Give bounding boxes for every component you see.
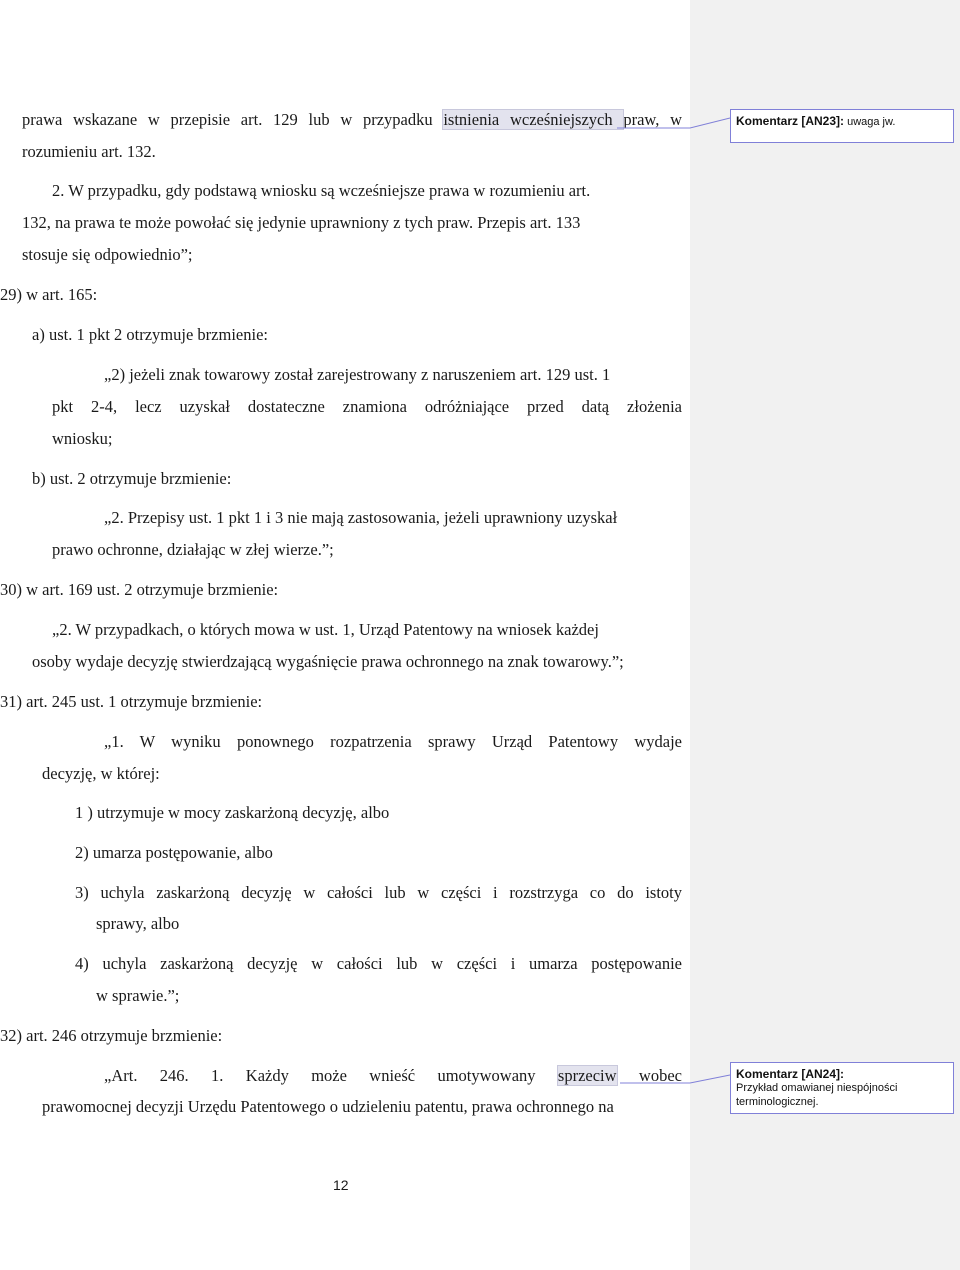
comment-title: Komentarz [AN24]: — [736, 1067, 845, 1081]
text-line: prawo ochronne, działając w złej wierze.”; — [52, 540, 334, 559]
text-line: „2. Przepisy ust. 1 pkt 1 i 3 nie mają zastosowania, jeżeli uprawniony uzyskał — [104, 508, 618, 527]
text-line: 132, na prawa te może powołać się jedynie uprawniony z tych praw. Przepis art. 133 — [22, 213, 581, 232]
text-line: 32) art. 246 otrzymuje brzmienie: — [0, 1026, 223, 1045]
page-number: 12 — [333, 1177, 349, 1193]
text-line: sprawy, albo — [96, 914, 180, 933]
text-line: w sprawie.”; — [96, 986, 180, 1005]
comment-text: Przykład omawianej niespójności terminologicznej. — [736, 1082, 898, 1108]
text-line: decyzję, w której: — [42, 764, 160, 783]
text-line: prawomocnej decyzji Urzędu Patentowego o udzieleniu patentu, prawa ochronnego na — [42, 1097, 614, 1116]
text-line: 3) uchyla zaskarżoną decyzję w całości lub w części i rozstrzyga co do istoty — [75, 883, 682, 902]
text-line: a) ust. 1 pkt 2 otrzymuje brzmienie: — [32, 325, 268, 344]
text-line — [104, 1066, 682, 1086]
comment-balloon[interactable] — [730, 109, 954, 143]
text-line: 4) uchyla zaskarżoną decyzję w całości lub w części i umarza postępowanie — [75, 954, 682, 973]
text-line: pkt 2-4, lecz uzyskał dostateczne znamiona odróżniające przed datą złożenia — [52, 397, 682, 416]
text-line: „2) jeżeli znak towarowy został zarejestrowany z naruszeniem art. 129 ust. 1 — [104, 365, 611, 384]
commented-text[interactable]: istnienia wcześniejszych — [443, 110, 624, 129]
comment-text: uwaga jw. — [847, 116, 896, 128]
text-segment: prawa wskazane w przepisie art. 129 lub w przypadku — [22, 110, 444, 129]
text-line: b) ust. 2 otrzymuje brzmienie: — [32, 469, 232, 488]
text-line — [22, 110, 682, 130]
text-line: 31) art. 245 ust. 1 otrzymuje brzmienie: — [0, 692, 263, 711]
text-line: 30) w art. 169 ust. 2 otrzymuje brzmienie: — [0, 580, 279, 599]
text-line: 2) umarza postępowanie, albo — [75, 843, 273, 862]
text-line: 29) w art. 165: — [0, 285, 98, 304]
text-line: osoby wydaje decyzję stwierdzającą wygaśnięcie prawa ochronnego na znak towarowy.”; — [32, 652, 624, 671]
text-line: rozumieniu art. 132. — [22, 142, 156, 161]
text-line: stosuje się odpowiednio”; — [22, 245, 193, 264]
text-segment: „Art. 246. 1. Każdy może wnieść umotywowany — [104, 1066, 558, 1085]
text-line: 2. W przypadku, gdy podstawą wniosku są wcześniejsze prawa w rozumieniu art. — [52, 181, 591, 200]
text-segment: wobec — [616, 1066, 682, 1085]
text-line: „2. W przypadkach, o których mowa w ust. 1, Urząd Patentowy na wniosek każdej — [52, 620, 599, 639]
text-line: „1. W wyniku ponownego rozpatrzenia sprawy Urząd Patentowy wydaje — [104, 732, 682, 751]
text-line: 1 ) utrzymuje w mocy zaskarżoną decyzję, albo — [75, 803, 390, 822]
commented-text[interactable]: sprzeciw — [557, 1066, 617, 1085]
comment-balloon[interactable] — [730, 1062, 954, 1114]
text-segment: praw, w — [623, 110, 683, 129]
text-line: wniosku; — [52, 429, 113, 448]
comment-title: Komentarz [AN23]: — [736, 114, 845, 128]
